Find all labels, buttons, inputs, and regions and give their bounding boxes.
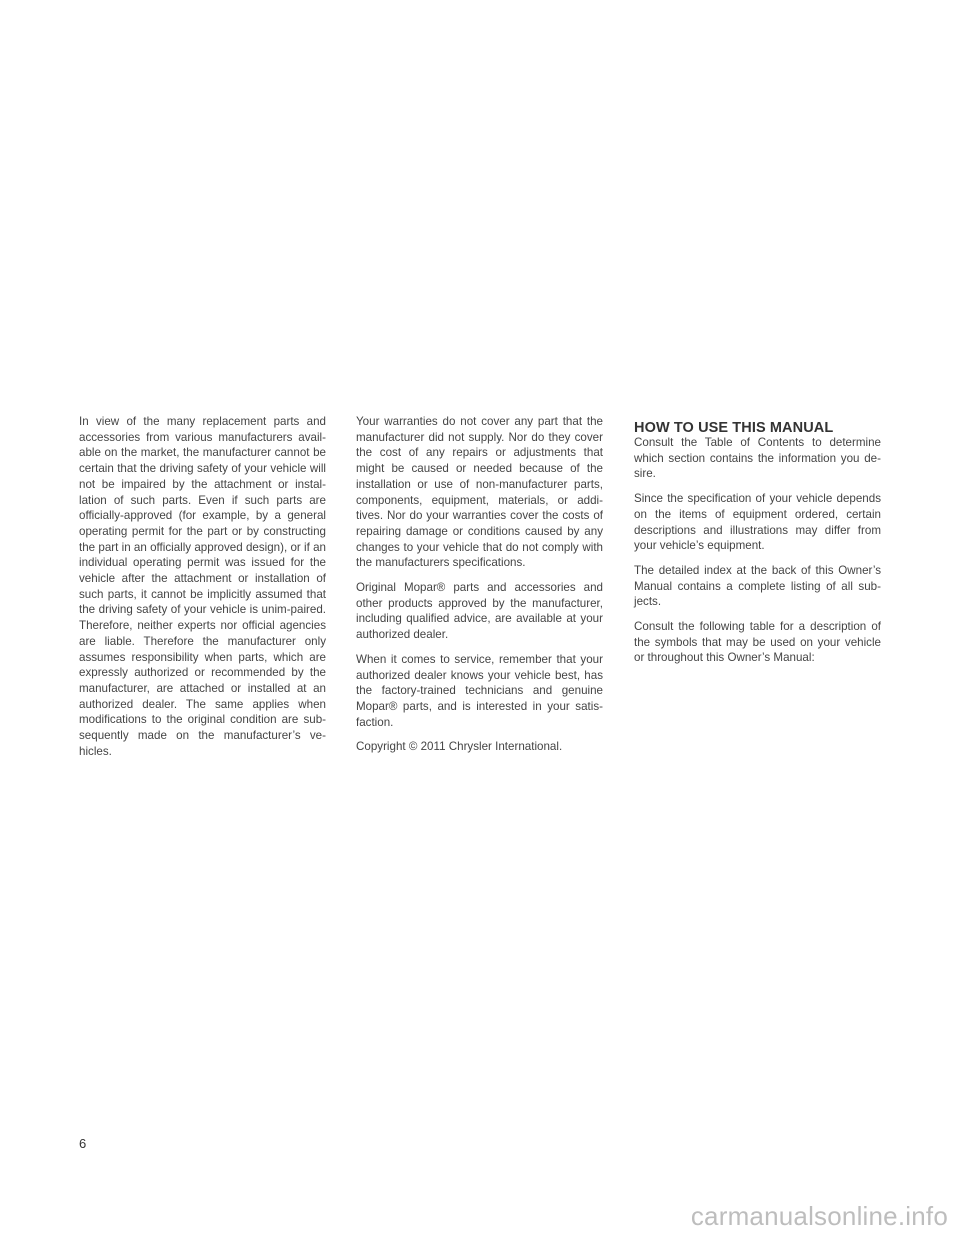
paragraph-copyright: Copyright © 2011 Chrysler International.: [356, 740, 563, 754]
paragraph-service: When it comes to service, remember that your authorized dealer knows your vehicle best, has the factory-trained technicians and genuine Mopar® parts, and is interested in your satis-faction.: [356, 652, 603, 729]
paragraph-specification: Since the specification of your vehicle depends on the items of equipment ordered, certain descriptions and illustrations may differ from your vehicle’s equipment.: [634, 492, 881, 553]
left-column: [79, 414, 326, 768]
paragraph-original-mopar: Original Mopar® parts and accessories and other products approved by the manufacturer, including qualified advice, are available at your authorized dealer.: [356, 581, 603, 642]
paragraph-table-of-contents: Consult the Table of Contents to determine which section contains the information you de-sire.: [634, 436, 881, 481]
watermark: carmanualsonline.info: [690, 1201, 948, 1231]
paragraph-warranties: Your warranties do not cover any part that the manufacturer did not supply. Nor do they cover the cost of any repairs or adjustments that might be caused or needed because of the installation or use of non-manufacturer parts, components, equipment, materials, or addi-tives. Nor do your warranties cover the costs of repairing damage or conditions caused by any changes to your vehicle that do not comply with the manufacturers specifications.: [356, 415, 603, 570]
section-heading: HOW TO USE THIS MANUAL: [634, 420, 834, 436]
right-column: [634, 421, 881, 675]
middle-column: [356, 414, 603, 764]
page-number: 6: [79, 1136, 87, 1151]
paragraph-symbols-table: Consult the following table for a description of the symbols that may be used on your vehicle or throughout this Owner’s Manual:: [634, 620, 881, 665]
paragraph-index: The detailed index at the back of this Owner’s Manual contains a complete listing of all sub-jects.: [634, 563, 881, 609]
paragraph-replacement-parts: In view of the many replacement parts and accessories from various manufacturers avail-able on the market, the manufacturer cannot be certain that the driving safety of your vehicle will not be impaired by the attachment or instal-lation of such parts. Even if such parts are officially-approved (for example, by a general operating permit for the part or by constructing the part in an officially approved design), or if an individual operating permit was issued for the vehicle after the attachment or installation of such parts, it cannot be implicitly assumed that the driving safety of your vehicle is unim-paired. Therefore, neither experts nor official agencies are liable. Therefore the manufacturer only assumes responsibility when parts, which are expressly authorized or recommended by the manufacturer, are attached or installed at an authorized dealer. The same applies when modifications to the original condition are sub-sequently made on the manufacturer’s ve-hicles.: [79, 415, 326, 758]
